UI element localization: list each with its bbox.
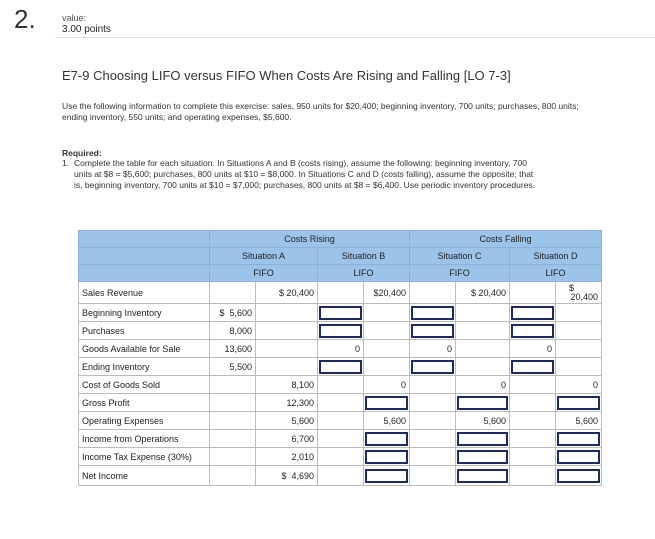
cogs-c: 0 [456, 376, 510, 394]
required-instructions: Complete the table for each situation. In Situations A and B (costs rising), assume the following: beginning inventory, 700 units at $8 = $5,600; purchases, 800 units at $10 = $8,000. In Situations C and D (costs falling), assume the opposite; that is, beginning inventory, 700 units at $10 = $7,000; purchases, 800 units at $8 = $6,400. Use periodic inventory procedures. [74, 158, 536, 190]
beginning-inventory-c-cell [410, 304, 456, 322]
purchases-b-cell [318, 322, 364, 340]
value-a [210, 304, 256, 322]
row-label: Cost of Goods Sold [79, 376, 210, 394]
required-label: Required: [62, 148, 102, 158]
exercise-intro: Use the following information to complete this exercise: sales, 950 units for $20,400; beginning inventory, 700 units; purchases, 800 units; ending inventory, 550 units; and operating expenses, $5,600. [62, 101, 579, 122]
net-income-a: 4,690 [291, 470, 314, 481]
beginning-inventory-b-cell [318, 304, 364, 322]
beginning-inventory-d-input[interactable] [511, 306, 554, 320]
operating-expenses-d: 5,600 [556, 412, 602, 430]
value-c [456, 282, 510, 304]
net-income-c-cell [456, 466, 510, 486]
value-a [256, 282, 318, 304]
gross-profit-c-input[interactable] [457, 396, 508, 410]
purchases-b-input[interactable] [319, 324, 362, 338]
header-method-b: LIFO [318, 265, 410, 282]
ending-inventory-b-cell [318, 358, 364, 376]
header-blank [79, 248, 210, 265]
table-row [79, 358, 602, 376]
value-d [556, 282, 602, 304]
income-from-operations-a: 6,700 [256, 430, 318, 448]
header-situation-a: Situation A [210, 248, 318, 265]
income-from-operations-b-input[interactable] [365, 432, 408, 446]
income-tax-b-cell [364, 448, 410, 466]
table-row [79, 466, 602, 486]
purchases-c-input[interactable] [411, 324, 454, 338]
ending-inventory-d-cell [510, 358, 556, 376]
cogs-d: 0 [556, 376, 602, 394]
dollar-sign: $ [470, 287, 476, 298]
net-income-b-input[interactable] [365, 469, 408, 483]
value-label: value: [62, 13, 87, 23]
sales-revenue-a: 20,400 [286, 287, 314, 298]
table-row [79, 412, 602, 430]
goods-available-a: 13,600 [210, 340, 256, 358]
net-income-d-input[interactable] [557, 469, 600, 483]
row-label: Sales Revenue [79, 282, 210, 304]
sales-revenue-d: 20,400 [570, 291, 598, 302]
income-from-operations-b-cell [364, 430, 410, 448]
beginning-inventory-a: 5,600 [229, 307, 252, 318]
ending-inventory-c-input[interactable] [411, 360, 454, 374]
ending-inventory-d-input[interactable] [511, 360, 554, 374]
row-label: Beginning Inventory [79, 304, 210, 322]
table-row [79, 448, 602, 466]
sales-revenue-c: 20,400 [478, 287, 506, 298]
ending-inventory-c-cell [410, 358, 456, 376]
net-income-c-input[interactable] [457, 469, 508, 483]
income-from-operations-d-cell [556, 430, 602, 448]
table-row [79, 340, 602, 358]
row-label: Purchases [79, 322, 210, 340]
table-row [79, 430, 602, 448]
net-income-d-cell [556, 466, 602, 486]
income-from-operations-d-input[interactable] [557, 432, 600, 446]
required-text [62, 158, 542, 191]
income-tax-a: 2,010 [256, 448, 318, 466]
dollar-sign: $ [569, 282, 575, 293]
header-row-situations [79, 248, 602, 265]
header-method-c: FIFO [410, 265, 510, 282]
table-row [79, 282, 602, 304]
dollar-sign: $ [281, 470, 287, 481]
purchases-c-cell [410, 322, 456, 340]
row-label: Goods Available for Sale [79, 340, 210, 358]
income-from-operations-c-input[interactable] [457, 432, 508, 446]
table-row [79, 394, 602, 412]
purchases-a: 8,000 [210, 322, 256, 340]
exercise-title: E7-9 Choosing LIFO versus FIFO When Costs Are Rising and Falling [LO 7-3] [62, 68, 511, 83]
net-income-b-cell [364, 466, 410, 486]
row-label: Net Income [79, 466, 210, 486]
income-tax-d-input[interactable] [557, 450, 600, 464]
table-row [79, 376, 602, 394]
sales-revenue-b: $20,400 [364, 282, 410, 304]
header-costs-rising: Costs Rising [210, 231, 410, 248]
goods-available-b: 0 [318, 340, 364, 358]
gross-profit-b-input[interactable] [365, 396, 408, 410]
beginning-inventory-c-input[interactable] [411, 306, 454, 320]
inventory-table [78, 230, 602, 486]
purchases-d-cell [510, 322, 556, 340]
table-row [79, 304, 602, 322]
cogs-b: 0 [364, 376, 410, 394]
dollar-sign: $ [278, 287, 284, 298]
value-a [256, 466, 318, 486]
income-tax-b-input[interactable] [365, 450, 408, 464]
header-blank [79, 265, 210, 282]
operating-expenses-c: 5,600 [456, 412, 510, 430]
gross-profit-d-input[interactable] [557, 396, 600, 410]
beginning-inventory-b-input[interactable] [319, 306, 362, 320]
header-costs-falling: Costs Falling [410, 231, 602, 248]
header-method-d: LIFO [510, 265, 602, 282]
goods-available-c: 0 [410, 340, 456, 358]
gross-profit-a: 12,300 [256, 394, 318, 412]
row-label: Ending Inventory [79, 358, 210, 376]
operating-expenses-a: 5,600 [256, 412, 318, 430]
ending-inventory-a: 5,500 [210, 358, 256, 376]
row-label: Gross Profit [79, 394, 210, 412]
header-blank [79, 231, 210, 248]
divider [55, 37, 655, 38]
header-row-groups [79, 231, 602, 248]
income-tax-d-cell [556, 448, 602, 466]
dollar-sign: $ [219, 307, 225, 318]
ending-inventory-b-input[interactable] [319, 360, 362, 374]
header-situation-b: Situation B [318, 248, 410, 265]
gross-profit-c-cell [456, 394, 510, 412]
income-tax-c-cell [456, 448, 510, 466]
gross-profit-d-cell [556, 394, 602, 412]
row-label: Operating Expenses [79, 412, 210, 430]
header-row-methods [79, 265, 602, 282]
header-method-a: FIFO [210, 265, 318, 282]
row-label: Income from Operations [79, 430, 210, 448]
table-row [79, 322, 602, 340]
row-label: Income Tax Expense (30%) [79, 448, 210, 466]
operating-expenses-b: 5,600 [364, 412, 410, 430]
income-tax-c-input[interactable] [457, 450, 508, 464]
points-block [62, 12, 111, 36]
header-situation-c: Situation C [410, 248, 510, 265]
cogs-a: 8,100 [256, 376, 318, 394]
purchases-d-input[interactable] [511, 324, 554, 338]
question-number: 2. [14, 4, 36, 34]
gross-profit-b-cell [364, 394, 410, 412]
header-situation-d: Situation D [510, 248, 602, 265]
required-number: 1. [62, 158, 70, 168]
goods-available-d: 0 [510, 340, 556, 358]
beginning-inventory-d-cell [510, 304, 556, 322]
points-value: 3.00 points [62, 24, 111, 35]
income-from-operations-c-cell [456, 430, 510, 448]
